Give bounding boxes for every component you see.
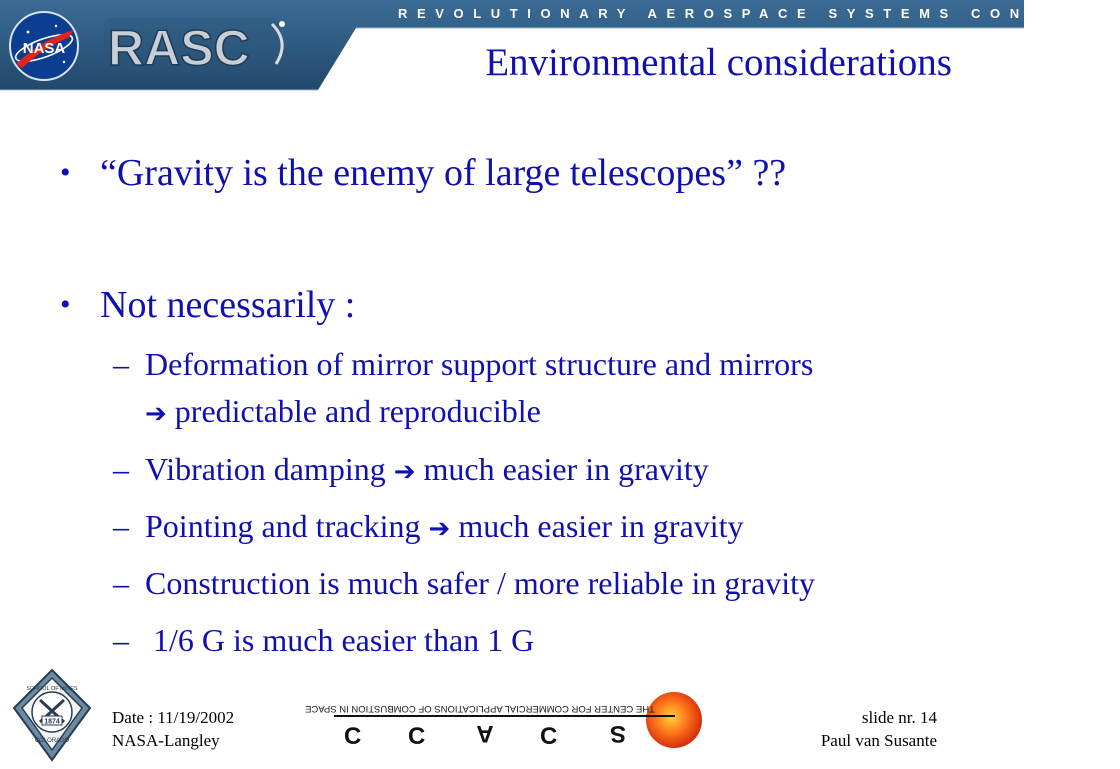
- bullet-1-text: “Gravity is the enemy of large telescopes” ??: [100, 152, 787, 194]
- footer-location: NASA-Langley: [112, 731, 220, 750]
- rasc-logo-text: RASC: [108, 20, 250, 76]
- ccacs-letter-2: C: [408, 723, 426, 750]
- dash-icon: –: [113, 622, 129, 658]
- bullet-dot-icon: •: [60, 156, 71, 189]
- footer-slide-number: slide nr. 14: [861, 708, 937, 727]
- sub-bullet-3-text: Pointing and tracking: [145, 508, 421, 544]
- seal-bottom-text: COLORADO: [34, 738, 70, 744]
- arrow-right-icon: ➔: [145, 399, 167, 429]
- school-of-mines-seal: [10, 668, 94, 764]
- sub-bullet-1-result: predictable and reproducible: [174, 393, 541, 429]
- tagline: REVOLUTIONARY AEROSPACE SYSTEMS CONCEPTS: [398, 6, 1120, 21]
- arrow-right-icon: ➔: [393, 457, 416, 487]
- sub-bullet-1-text: Deformation of mirror support structure and mirrors: [145, 346, 814, 382]
- seal-year: 1874: [44, 718, 60, 726]
- bullet-2: [60, 283, 356, 327]
- sub-bullet-5: [113, 621, 535, 659]
- ccacs-letter-3: A: [476, 720, 494, 747]
- sub-bullet-4-text: Construction is much safer / more reliable in gravity: [145, 565, 816, 601]
- sub-bullet-2-text: Vibration damping: [145, 451, 386, 487]
- nasa-logo-text: NASA: [22, 40, 66, 57]
- dash-icon: –: [113, 565, 129, 601]
- dash-icon: –: [113, 451, 129, 487]
- ccacs-logo: [305, 690, 710, 752]
- sub-bullet-5-text: 1/6 G is much easier than 1 G: [145, 622, 535, 658]
- footer-right: [821, 706, 937, 752]
- ccacs-letter-1: C: [344, 723, 362, 750]
- dash-icon: –: [113, 346, 129, 382]
- slide-title: Environmental considerations: [485, 41, 952, 84]
- sub-bullet-3-result: much easier in gravity: [458, 508, 744, 544]
- bullet-2-text: Not necessarily :: [100, 284, 356, 326]
- footer-author: Paul van Susante: [820, 731, 937, 750]
- sub-bullet-2: [113, 450, 709, 491]
- sub-bullet-1: [113, 345, 814, 383]
- ccacs-letter-4: C: [540, 723, 558, 750]
- ccacs-letter-5: S: [609, 720, 627, 747]
- sub-bullet-3: [113, 507, 744, 548]
- bullet-dot-icon: •: [60, 288, 71, 321]
- footer-date: Date : 11/19/2002: [112, 708, 235, 727]
- sub-bullet-2-result: much easier in gravity: [423, 451, 709, 487]
- arrow-right-icon: ➔: [428, 514, 451, 544]
- sub-bullet-4: [113, 564, 816, 602]
- ccacs-banner-text: THE CENTER FOR COMMERCIAL APPLICATIONS OF COMBUSTION IN SPACE: [305, 703, 655, 714]
- seal-top-text: SCHOOL OF MINES: [26, 686, 78, 692]
- footer-left: [112, 706, 234, 752]
- sub-bullet-1-continuation: [145, 392, 541, 433]
- dash-icon: –: [113, 508, 129, 544]
- bullet-1: [60, 151, 787, 195]
